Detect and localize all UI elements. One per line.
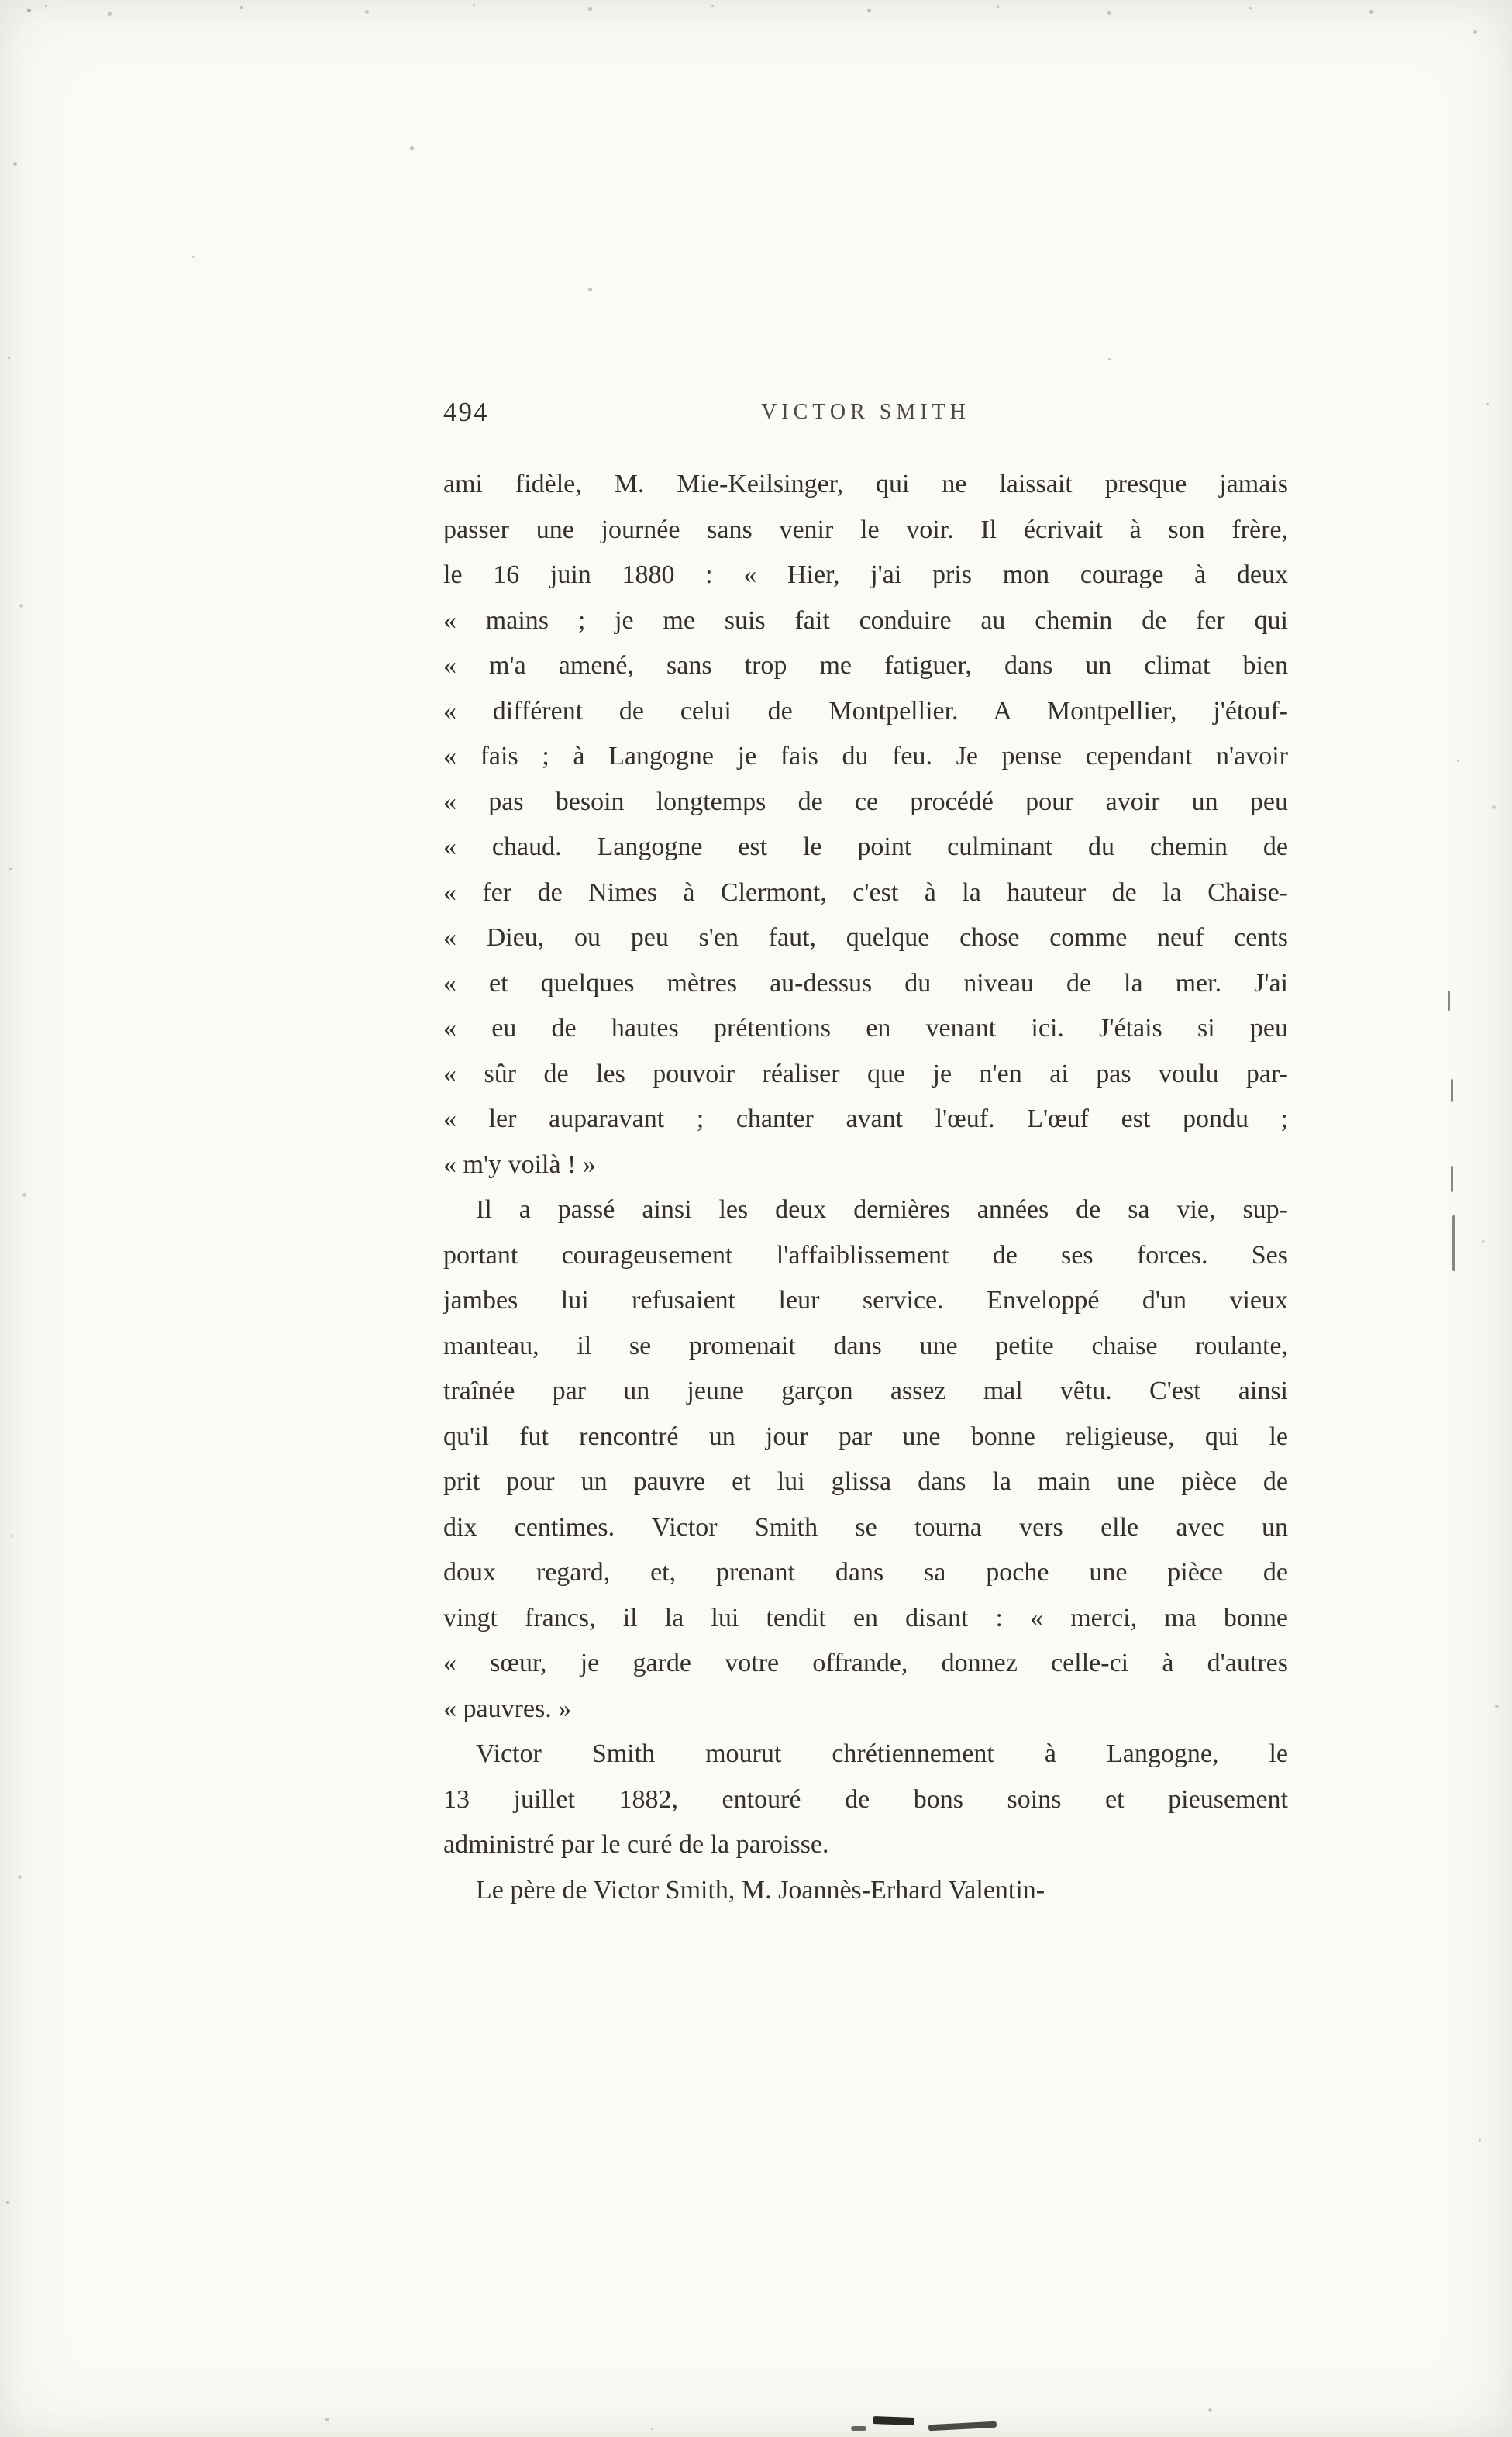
text-line: Il a passé ainsi les deux dernières années de sa vie, sup- xyxy=(476,1195,1288,1224)
running-head: VICTOR SMITH xyxy=(761,400,970,424)
text-line: « pauvres. » xyxy=(443,1694,572,1723)
text-line: le 16 juin 1880 : « Hier, j'ai pris mon courage à deux xyxy=(443,560,1288,589)
text-line: portant courageusement l'affaiblissement de ses forces. Ses xyxy=(443,1240,1288,1270)
text-line: « fais ; à Langogne je fais du feu. Je pense cependant n'avoir xyxy=(443,742,1288,770)
page-number: 494 xyxy=(443,397,489,427)
text-line: passer une journée sans venir le voir. Il écrivait à son frère, xyxy=(443,515,1288,544)
text-line: « m'y voilà ! » xyxy=(443,1150,596,1179)
text-line: vingt francs, il la lui tendit en disant : « merci, ma bonne xyxy=(443,1603,1288,1632)
text-line: « et quelques mètres au-dessus du niveau de la mer. J'ai xyxy=(443,968,1288,998)
text-line: « eu de hautes prétentions en venant ici. J'étais si peu xyxy=(443,1014,1288,1043)
margin-ink-mark xyxy=(1452,1215,1455,1271)
scan-noise xyxy=(0,0,2,2)
text-line: manteau, il se promenait dans une petite chaise roulante, xyxy=(443,1331,1288,1360)
page-header xyxy=(443,394,1288,437)
text-line: doux regard, et, prenant dans sa poche une pièce de xyxy=(443,1558,1288,1587)
margin-ink-mark xyxy=(1448,991,1450,1011)
text-line: « chaud. Langogne est le point culminant du chemin de xyxy=(443,832,1288,861)
text-line: « fer de Nimes à Clermont, c'est à la hauteur de la Chaise- xyxy=(443,877,1288,907)
text-line: dix centimes. Victor Smith se tourna vers elle avec un xyxy=(443,1512,1288,1542)
text-line: administré par le curé de la paroisse. xyxy=(443,1830,829,1859)
text-line: « ler auparavant ; chanter avant l'œuf. L'œuf est pondu ; xyxy=(443,1105,1288,1133)
text-line: jambes lui refusaient leur service. Enveloppé d'un vieux xyxy=(443,1286,1288,1315)
text-line: traînée par un jeune garçon assez mal vêtu. C'est ainsi xyxy=(443,1377,1288,1405)
text-line: « Dieu, ou peu s'en faut, quelque chose comme neuf cents xyxy=(443,923,1288,952)
text-line: ami fidèle, M. Mie-Keilsinger, qui ne laissait presque jamais xyxy=(443,470,1288,498)
scan-smudge xyxy=(873,2416,914,2425)
text-line: Le père de Victor Smith, M. Joannès-Erhard Valentin- xyxy=(476,1875,1045,1904)
margin-ink-mark xyxy=(1451,1079,1453,1102)
text-line: « sœur, je garde votre offrande, donnez celle-ci à d'autres xyxy=(443,1649,1288,1677)
text-line: prit pour un pauvre et lui glissa dans la main une pièce de xyxy=(443,1467,1288,1496)
text-line: 13 juillet 1882, entouré de bons soins et pieusement xyxy=(443,1784,1288,1814)
text-line: « sûr de les pouvoir réaliser que je n'en ai pas voulu par- xyxy=(443,1059,1288,1088)
text-block xyxy=(443,462,1288,1913)
text-line: « différent de celui de Montpellier. A Montpellier, j'étouf- xyxy=(443,696,1288,726)
scan-smudge xyxy=(851,2426,866,2431)
text-line: qu'il fut rencontré un jour par une bonne religieuse, qui le xyxy=(443,1422,1288,1451)
text-line: « m'a amené, sans trop me fatiguer, dans un climat bien xyxy=(443,651,1288,680)
text-line: « pas besoin longtemps de ce procédé pour avoir un peu xyxy=(443,787,1288,816)
margin-ink-mark xyxy=(1451,1166,1453,1192)
text-line: « mains ; je me suis fait conduire au chemin de fer qui xyxy=(443,605,1288,635)
text-line: Victor Smith mourut chrétiennement à Langogne, le xyxy=(476,1739,1288,1768)
scan-smudge xyxy=(928,2421,997,2432)
